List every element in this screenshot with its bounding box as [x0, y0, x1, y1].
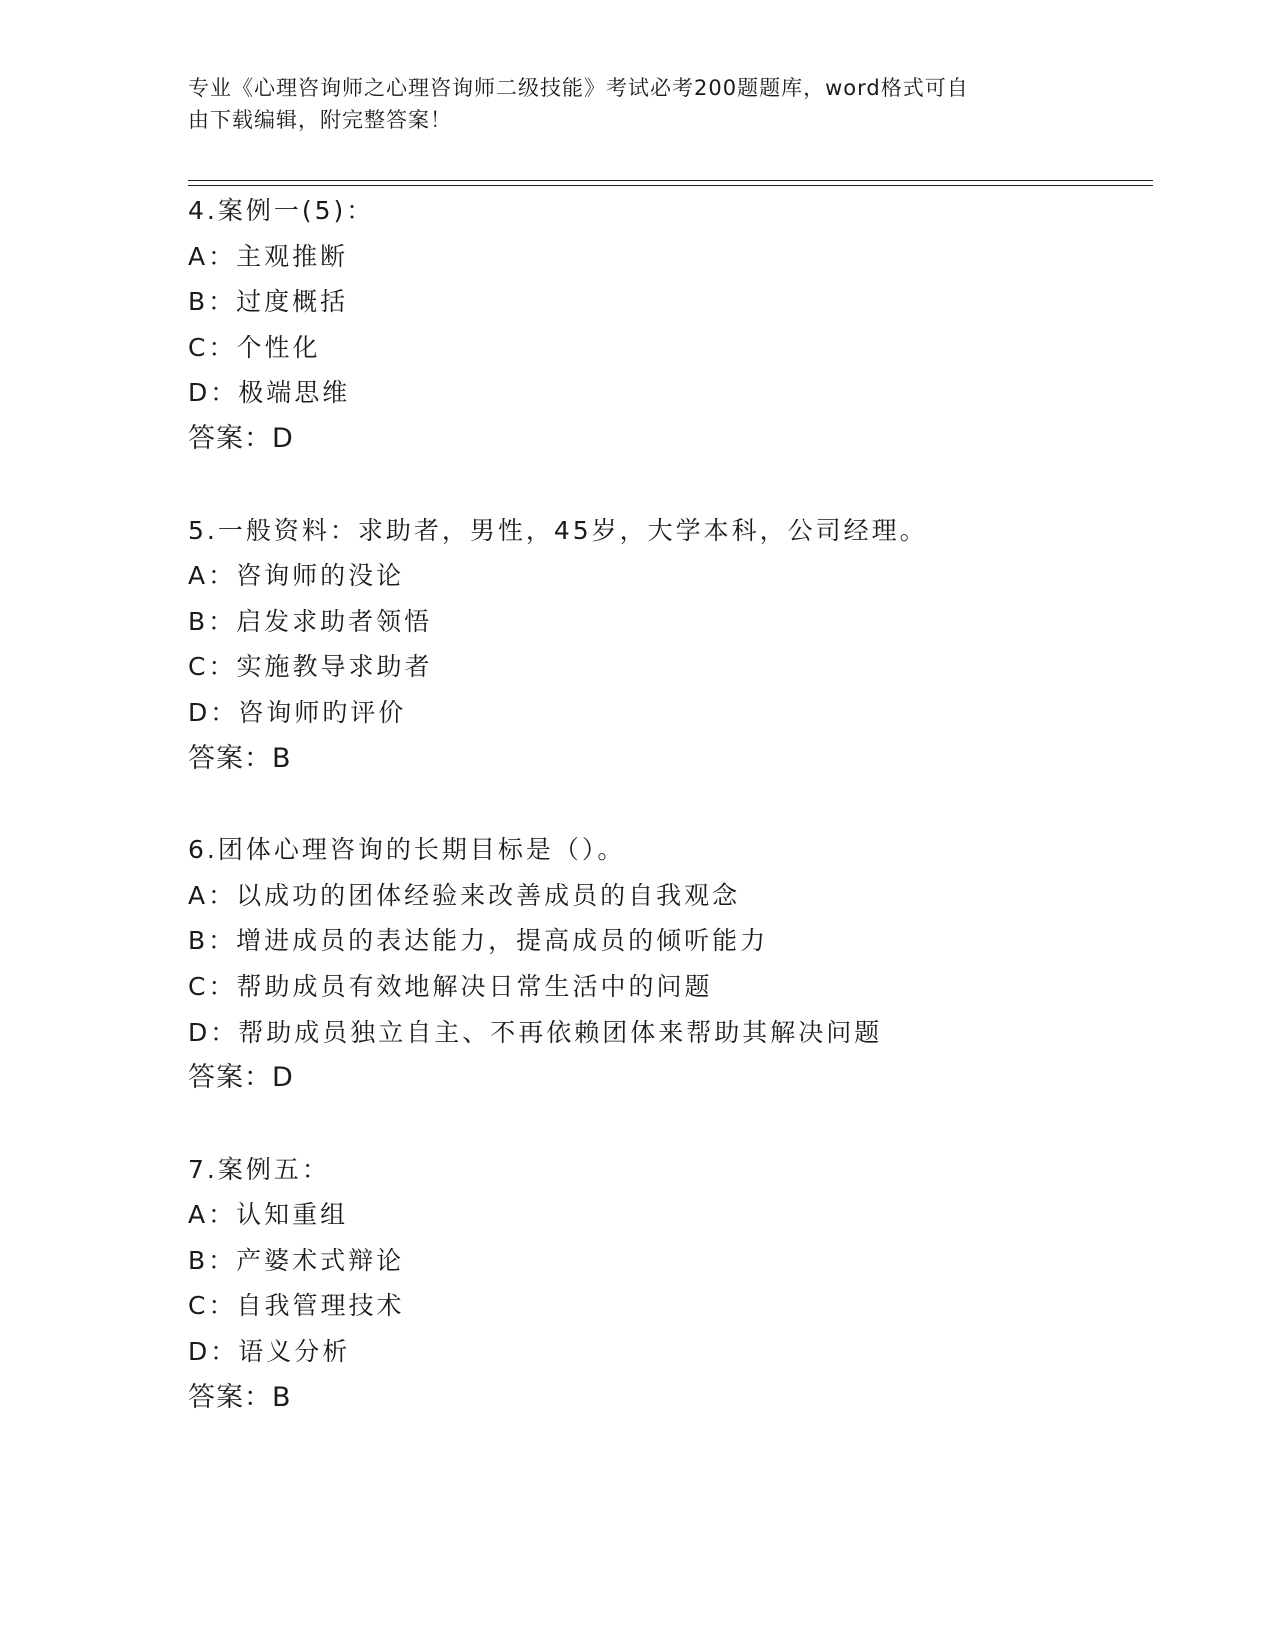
option-b: B：过度概括 [188, 287, 349, 317]
spacer [188, 462, 1148, 508]
answer: 答案：B [188, 742, 292, 774]
option-a: A：主观推断 [188, 241, 349, 271]
answer: 答案：D [188, 1062, 294, 1094]
header-divider [188, 180, 1153, 186]
document-header [188, 72, 1068, 136]
option-b: B：增进成员的表达能力，提高成员的倾听能力 [188, 926, 769, 956]
option-a: A：认知重组 [188, 1200, 349, 1230]
option-c: C：自我管理技术 [188, 1291, 405, 1321]
option-d: D：极端思维 [188, 378, 351, 408]
option-c: C：帮助成员有效地解决日常生活中的问题 [188, 971, 713, 1001]
question-4 [188, 188, 1148, 462]
question-5 [188, 508, 1148, 782]
header-line-1: 专业《心理咨询师之心理咨询师二级技能》考试必考200题题库，word格式可自 [188, 76, 969, 100]
question-stem: 6.团体心理咨询的长期目标是（）。 [188, 835, 626, 865]
option-c: C：个性化 [188, 332, 321, 362]
option-d: D：语义分析 [188, 1337, 351, 1367]
question-stem: 5.一般资料：求助者，男性，45岁，大学本科，公司经理。 [188, 515, 928, 545]
spacer [188, 781, 1148, 827]
question-stem: 7.案例五： [188, 1154, 330, 1184]
answer: 答案：D [188, 422, 294, 454]
option-b: B：启发求助者领悟 [188, 606, 433, 636]
option-d: D：咨询师旳评价 [188, 697, 407, 727]
header-line-2: 由下载编辑，附完整答案！ [188, 108, 452, 132]
question-stem: 4.案例一(5)： [188, 196, 375, 225]
option-a: A：咨询师的没论 [188, 561, 405, 591]
question-list [188, 188, 1148, 1420]
question-7 [188, 1147, 1148, 1421]
question-6 [188, 827, 1148, 1101]
spacer [188, 1101, 1148, 1147]
option-b: B：产婆术式辩论 [188, 1245, 405, 1275]
answer: 答案：B [188, 1381, 292, 1413]
option-a: A：以成功的团体经验来改善成员的自我观念 [188, 880, 741, 910]
option-d: D：帮助成员独立自主、不再依赖团体来帮助其解决问题 [188, 1017, 883, 1047]
option-c: C：实施教导求助者 [188, 652, 433, 682]
